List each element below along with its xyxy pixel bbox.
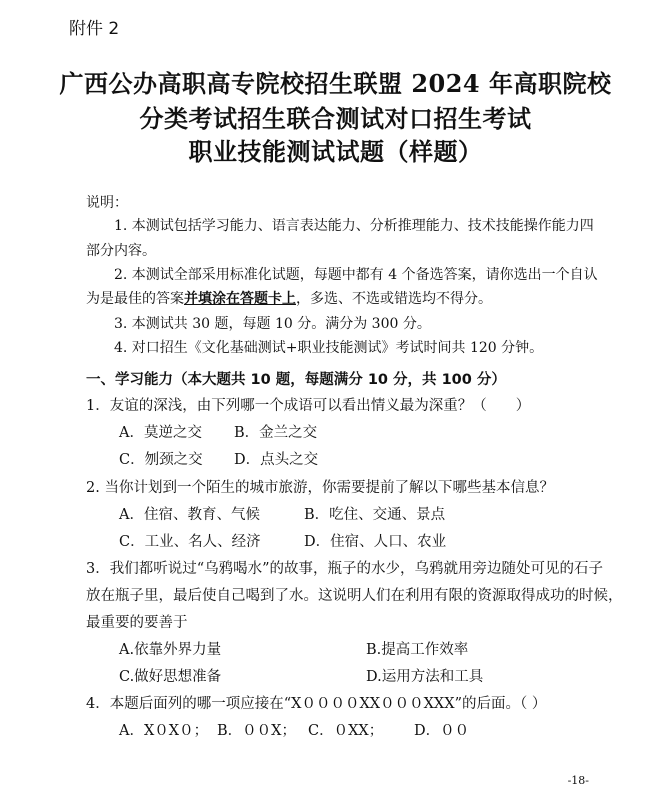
note-2-emphasis: 并填涂在答题卡上: [184, 291, 296, 307]
title-line-3: 职业技能测试试题（样题）: [188, 137, 483, 166]
note-1-line-1: 1. 本测试包括学习能力、语言表达能力、分析推理能力、技术技能操作能力四: [114, 218, 594, 234]
q4-stem: 4．本题后面列的哪一项应接在“X００００XX０００XXX”的后面。（ ）: [86, 696, 547, 712]
q4-option-d: D．００: [414, 723, 470, 739]
q3-option-d: D.运用方法和工具: [366, 669, 484, 685]
notes-heading: 说明：: [86, 195, 128, 211]
q1-stem: 1．友谊的深浅，由下列哪一个成语可以看出情义最为深重？（ ）: [86, 398, 531, 414]
q3-option-b: B.提高工作效率: [366, 642, 469, 658]
q3-option-c: C.做好思想准备: [119, 669, 222, 685]
page-number: -18-: [567, 774, 589, 787]
q1-option-c: C．刎颈之交: [119, 452, 203, 468]
q3-stem-line-2: 放在瓶子里，最后使自己喝到了水。这说明人们在利用有限的资源取得成功的时候，: [86, 588, 623, 604]
q4-option-c: C．０XX；: [308, 723, 384, 739]
q3-stem-line-3: 最重要的要善于: [86, 615, 188, 631]
note-4: 4. 对口招生《文化基础测试+职业技能测试》考试时间共 120 分钟。: [114, 340, 544, 356]
note-2-line-2: [86, 288, 492, 308]
q2-stem: 2. 当你计划到一个陌生的城市旅游，你需要提前了解以下哪些基本信息？: [86, 480, 554, 496]
note-2-text-pre: 为是最佳的答案: [86, 291, 184, 307]
note-2-text-post: ，多选、不选或错选均不得分。: [296, 291, 492, 307]
q1-option-d: D．点头之交: [234, 452, 319, 468]
note-2-line-1: 2. 本测试全部采用标准化试题，每题中都有 4 个备选答案，请你选出一个自认: [114, 267, 598, 283]
title-line-2: 分类考试招生联合测试对口招生考试: [139, 104, 532, 133]
note-3: 3. 本测试共 30 题，每题 10 分。满分为 300 分。: [114, 316, 431, 332]
q2-option-a: A．住宿、教育、气候: [119, 507, 260, 523]
q3-option-a: A.依靠外界力量: [119, 642, 222, 658]
note-1-line-2: 部分内容。: [86, 243, 156, 259]
q4-option-a: A．X０X０；: [119, 723, 209, 739]
section-1-title: 一、学习能力（本大题共 10 题，每题满分 10 分，共 100 分）: [86, 372, 506, 388]
title-line-1: 广西公办高职高专院校招生联盟 2024 年高职院校: [59, 69, 612, 98]
q4-option-b: B．００X；: [217, 723, 296, 739]
q1-option-b: B．金兰之交: [234, 425, 318, 441]
q2-option-b: B．吃住、交通、景点: [304, 507, 446, 523]
q2-option-c: C．工业、名人、经济: [119, 534, 261, 550]
attachment-label: 附件 2: [69, 19, 120, 39]
q3-stem-line-1: 3．我们都听说过“乌鸦喝水”的故事，瓶子的水少，乌鸦就用旁边随处可见的石子: [86, 561, 604, 577]
q1-option-a: A．莫逆之交: [119, 425, 202, 441]
q2-option-d: D．住宿、人口、农业: [304, 534, 447, 550]
